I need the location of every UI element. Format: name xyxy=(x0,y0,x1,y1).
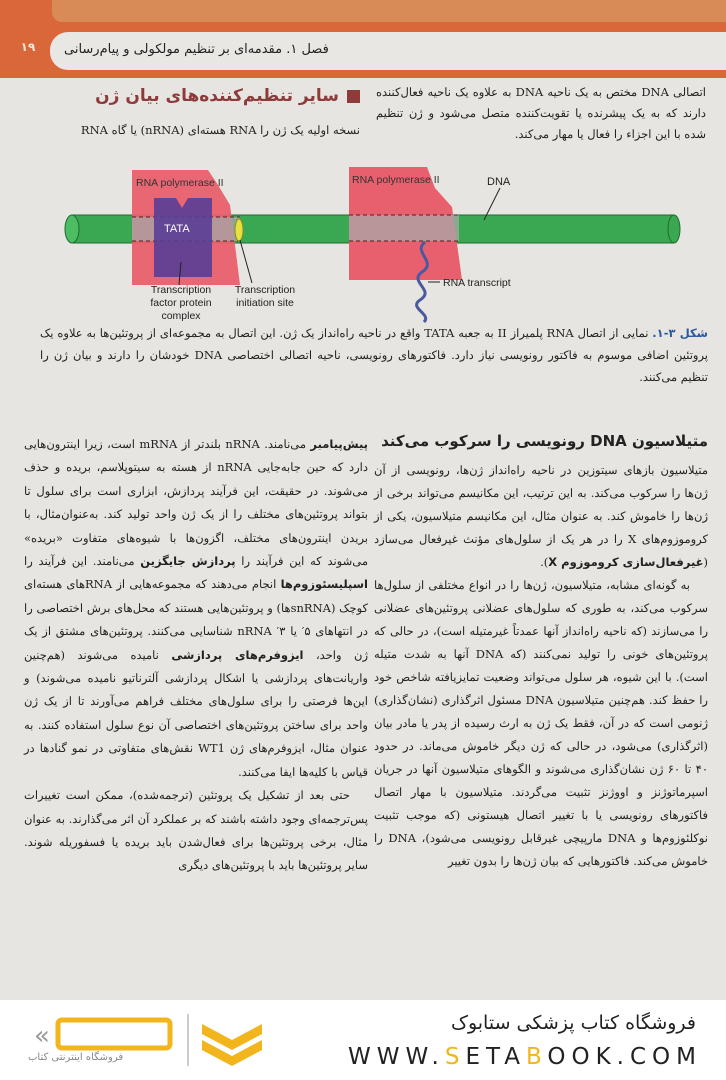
rna-polymerase-diagram xyxy=(40,150,700,325)
figure-caption-label: شکل ۳-۱. xyxy=(652,326,708,340)
right-paragraph-2: به گونه‌ای مشابه، متیلاسیون، ژن‌ها را در انواع مختلفی از سلول‌ها سرکوب می‌کند، به طوری که سلول‌های عضلانی پروتئین‌های عضلانی را می‌سازند (که ناحیه راه‌انداز آنها عمدتاً غیرمتیله است)، در حالی که پروتئین‌های خونی را تولید نمی‌کنند (که DNA آنها به شدت متیله است). با این شیوه، هر سلول می‌تواند وضعیت تمایزیافته شاخص خود را حفظ کند. هم‌چنین متیلاسیون DNA مسئول اثرگذاری (نشان‌گذاری) ژنومی است که در آن، فقط یک ژن به ارث رسیده از پدر یا مادر بیان (اثرگذاری) می‌شود، در حالی که ژن دیگر خاموش می‌ماند. در حدود ۴۰ تا ۶۰ ژن نشان‌گذاری می‌شوند و الگوهای متیلاسیون آنها در جریان اسپرماتوژنز و اووژنز تثبیت می‌گردند. متیلاسیون با مهار اتصال فاکتورهای رونویسی یا با تغییر اتصال هیستونی (که موجب تثبیت نوکلئوزوم‌ها و DNA مارپیچی غیرقابل رونویسی می‌شود)، DNA را خاموش می‌کند. فاکتورهایی که بیان ژن‌ها را بدون تغییر xyxy=(374,578,709,868)
section-heading-text: سایر تنظیم‌کننده‌های بیان ژن xyxy=(95,86,339,106)
right-column xyxy=(374,430,708,873)
svg-text:«: « xyxy=(34,1021,50,1051)
top-right-paragraph: اتصالی DNA مختص به یک ناحیه DNA به علاوه یک ناحیه فعال‌کننده دارند که به یک پیشرنده یا تقویت‌کننده متصل می‌شود و ژن تنظیم شده با این اجزاء را فعال یا مهار می‌کند. xyxy=(376,85,706,141)
figure-caption xyxy=(40,322,708,388)
tata-label: TATA xyxy=(164,223,190,235)
section-heading xyxy=(42,86,360,106)
store-name: فروشگاه کتاب پزشکی ستابوک xyxy=(450,1012,696,1034)
tf-complex-label-3: complex xyxy=(161,310,201,322)
rna-polymerase-label-2: RNA polymerase II xyxy=(352,174,440,186)
tf-complex-label-1: Transcription xyxy=(150,284,212,296)
tf-complex-label-2: factor protein xyxy=(150,297,212,309)
dna-label: DNA xyxy=(487,176,511,188)
page-number: ۱۹ xyxy=(20,40,36,54)
methylation-heading: متیلاسیون DNA رونویسی را سرکوب می‌کند xyxy=(381,432,708,450)
init-site-label-1: Transcription xyxy=(234,284,296,296)
figure-caption-text: نمایی از اتصال RNA پلمیراز II به جعبه TATA واقع در ناحیه راه‌انداز یک ژن. این اتصال به مجموعه‌ای از پروتئین‌ها به علاوه یک پروتئین اضافی موسوم به فاکتور رونویسی نیاز دارد. فاکتورهای رونویسی، ناحیه اتصالی اختصاصی DNA خودشان را دارند و بیان ژن را تنظیم می‌کنند. xyxy=(40,326,708,384)
left-column xyxy=(24,433,368,878)
rna-polymerase-label-1: RNA polymerase II xyxy=(136,177,224,189)
logo-tagline: فروشگاه اینترنتی کتاب xyxy=(28,1052,124,1063)
store-footer-banner xyxy=(0,1000,726,1080)
figure-rna-polymerase-diagram xyxy=(40,150,700,325)
header-band-inner xyxy=(52,0,726,22)
rna-transcript-label: RNA transcript xyxy=(443,277,511,289)
left-paragraph-1: پیش‌پیامبر می‌نامند. nRNA بلندتر از mRNA است، زیرا اینترون‌هایی دارد که حین جابه‌جایی nRNA از هسته به سیتوپلاسم، بریده و حذف می‌شوند. در حقیقت، این فرآیند پردازش، ابزاری است برای سلول تا بتواند پروتئین‌های مختلف را از یک ژن واحد تولید کند. به‌عنوان‌مثال، با بریدن اینترون‌های مختلف، اگزون‌ها با شیوه‌های متفاوت «بریده» می‌شوند که این فرآیند را پردازش جایگزین می‌نامند. این فرآیند را اسپلیسئوزوم‌ها انجام می‌دهند که مجموعه‌هایی از RNAهای هسته‌ای کوچک (snRNAها) و پروتئین‌هایی هستند که محل‌های برش اختصاصی را در انتهاهای ۵′ یا ۳′ nRNA شناسایی می‌کنند. پروتئین‌های مشتق از یک ژن واحد، ایزوفرم‌های پردازشی نامیده می‌شوند (هم‌چنین واریانت‌های پردازشی یا اشکال پردازشی آلترناتیو نامیده می‌شوند) و این‌ها فرصتی را برای سلول‌های مختلف فراهم می‌آورند تا از یک ژن واحد برای ساختن پروتئین‌های اختصاصی آن نوع سلول استفاده کنند. به عنوان مثال، ایزوفرم‌های ژن WT1 نقش‌های متفاوتی در نمو گنادها در قیاس با کلیه‌ها ایفا می‌کنند. xyxy=(24,437,369,779)
left-paragraph-2: حتی بعد از تشکیل یک پروتئین (ترجمه‌شده)، ممکن است تغییرات پس‌ترجمه‌ای وجود داشته باشند که بر عملکرد آن اثر می‌گذارند. به عنوان مثال، برخی پروتئین‌ها برای فعال‌شدن باید بریده یا فسفوریله شوند. سایر پروتئین‌ها باید با پروتئین‌های دیگری xyxy=(24,788,368,873)
chapter-title: فصل ۱. مقدمه‌ای بر تنظیم مولکولی و پیام‌رسانی xyxy=(64,42,329,57)
setabook-logo xyxy=(22,1006,282,1076)
store-url[interactable]: WWW.SETABOOK.COM xyxy=(347,1044,702,1070)
right-paragraph-1: متیلاسیون بازهای سیتوزین در ناحیه راه‌انداز ژن‌ها، رونویسی از آن ژن‌ها را سرکوب می‌کند. به این ترتیب، این مکانیسم می‌تواند برخی از ژن‌ها را خاموش کند. به عنوان مثال، این مکانیسم متیلاسیون، یکی از کروموزوم‌های X را در هر یک از سلول‌های مؤنث غیرفعال می‌سازد (غیرفعال‌سازی کروموزوم X). xyxy=(374,463,708,569)
section-intro-line: نسخه اولیه یک ژن را RNA هسته‌ای (nRNA) یا گاه RNA xyxy=(80,123,360,137)
heading-square-icon xyxy=(347,90,360,103)
init-site-label-2: initiation site xyxy=(236,297,294,309)
